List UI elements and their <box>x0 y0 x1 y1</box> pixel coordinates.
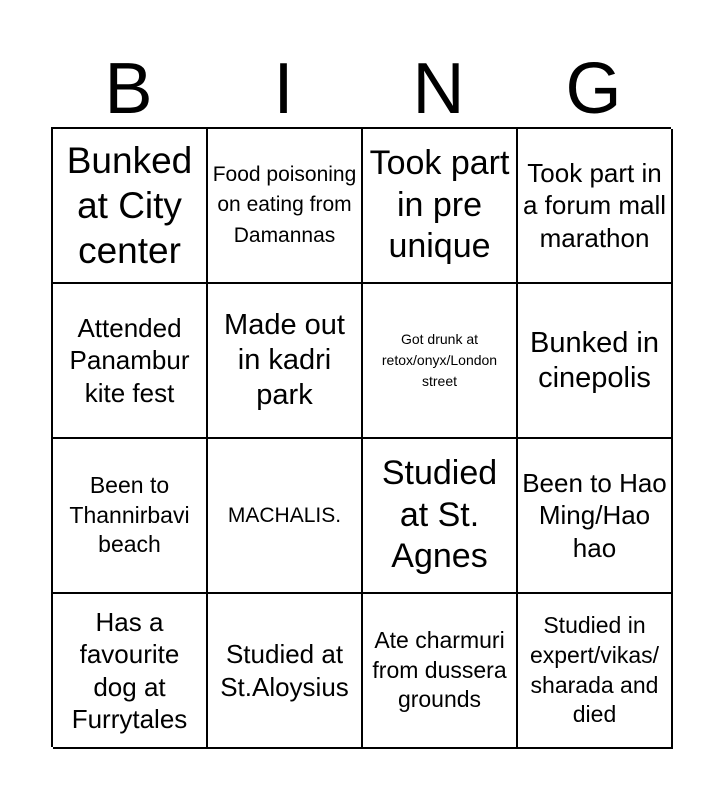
cell-text: Has a favourite dog at Furrytales <box>71 606 188 734</box>
bingo-cell[interactable] <box>208 284 363 439</box>
header-letter-b: B <box>104 49 153 129</box>
cell-text: Been to Thannirbavi beach <box>69 471 190 558</box>
bingo-cell[interactable] <box>363 439 518 594</box>
cell-text: Ate charmuri from dussera grounds <box>372 626 507 713</box>
bingo-cell[interactable] <box>518 439 673 594</box>
bingo-cell[interactable] <box>363 284 518 439</box>
header-letter-g: G <box>565 49 622 129</box>
bingo-cell[interactable] <box>518 594 673 749</box>
cell-text: Attended Panambur kite fest <box>69 312 190 408</box>
bingo-cell[interactable] <box>363 594 518 749</box>
cell-text: Food poisoning on eating from Damannas <box>212 162 357 247</box>
bingo-cell[interactable] <box>208 594 363 749</box>
bingo-cell[interactable] <box>208 129 363 284</box>
cell-text: Been to Hao Ming/Hao hao <box>522 467 667 563</box>
cell-text: Studied at St. Agnes <box>381 454 498 576</box>
cell-text: Bunked at City center <box>66 139 193 272</box>
header-letter-n: N <box>412 49 465 129</box>
bingo-cell[interactable] <box>53 284 208 439</box>
cell-text: Studied in expert/vikas/ sharada and died <box>529 611 660 728</box>
cell-text: Made out in kadri park <box>224 309 345 411</box>
bingo-cell[interactable] <box>53 129 208 284</box>
cell-text: Got drunk at retox/onyx/London street <box>381 331 498 389</box>
cell-text: Took part in pre unique <box>369 144 510 266</box>
cell-text: Took part in a forum mall marathon <box>522 157 667 253</box>
cell-text: Bunked in cinepolis <box>530 326 659 394</box>
bingo-cell[interactable] <box>518 129 673 284</box>
bingo-header <box>51 50 671 128</box>
bingo-grid <box>51 127 671 747</box>
header-letter-i: I <box>273 49 294 129</box>
bingo-cell[interactable] <box>518 284 673 439</box>
cell-text: Studied at St.Aloysius <box>220 639 349 702</box>
bingo-cell[interactable] <box>53 594 208 749</box>
bingo-cell[interactable] <box>208 439 363 594</box>
bingo-cell[interactable] <box>363 129 518 284</box>
cell-text: MACHALIS. <box>227 503 342 527</box>
bingo-cell[interactable] <box>53 439 208 594</box>
